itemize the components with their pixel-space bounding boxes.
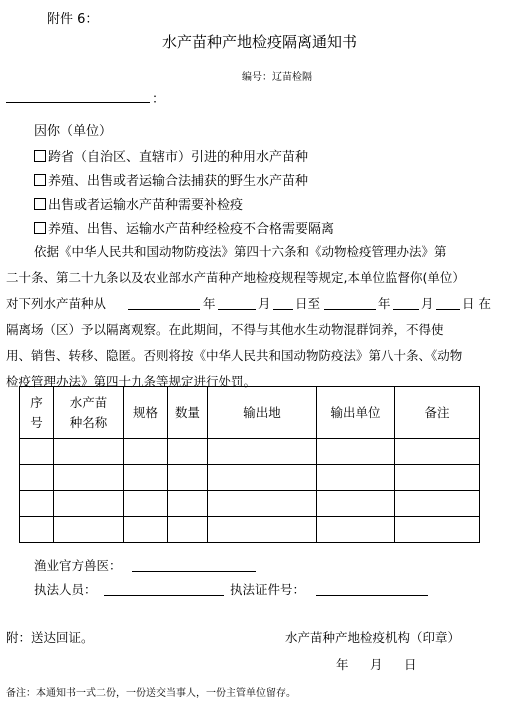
officer-label: 执法人员： [34,582,97,597]
body-line: 用、销售、转移、隐匿。否则将按《中华人民共和国动物防疫法》第八十条、《动物 [6,348,463,363]
number-label: 编号： [242,72,272,83]
column-header-origin-unit: 输出单位 [317,387,395,439]
date-month-label: 月 [370,657,383,672]
column-header-remarks: 备注 [395,387,480,439]
table-cell[interactable] [395,491,480,517]
checkbox-item[interactable]: 出售或者运输水产苗种需要补检疫 [34,194,243,213]
table-cell[interactable] [395,439,480,465]
column-header-species: 水产苗 种名称 [54,387,124,439]
table-cell[interactable] [208,517,317,543]
date-year-label: 年 [336,657,349,672]
addressee-field[interactable] [6,88,150,103]
table-row [20,439,480,465]
vet-signature-field[interactable] [132,557,256,572]
table-cell[interactable] [168,439,208,465]
quarantine-table [19,386,480,543]
table-row [20,517,480,543]
checkbox-icon[interactable] [34,198,46,210]
start-month-field[interactable] [218,295,256,310]
table-cell[interactable] [395,465,480,491]
month-label: 月 [421,296,434,311]
issuing-agency: 水产苗种产地检疫机构（印章） [285,630,461,645]
table-cell[interactable] [54,465,124,491]
attachment-label: 附件 6： [47,12,99,27]
checkbox-item[interactable]: 养殖、出售、运输水产苗种经检疫不合格需要隔离 [34,218,334,237]
body-line: 依据《中华人民共和国动物防疫法》第四十六条和《动物检疫管理办法》第 [34,244,447,259]
table-cell[interactable] [317,439,395,465]
page-title: 水产苗种产地检疫隔离通知书 [161,33,357,51]
table-cell[interactable] [124,517,168,543]
date-day-label: 日 [404,657,417,672]
table-cell[interactable] [124,465,168,491]
day-to-label: 日至 [295,296,321,311]
table-cell[interactable] [317,491,395,517]
cert-number-field[interactable] [316,581,428,596]
table-cell[interactable] [124,439,168,465]
table-cell[interactable] [168,465,208,491]
document-number [242,68,312,83]
table-cell[interactable] [168,517,208,543]
table-cell[interactable] [208,491,317,517]
table-cell[interactable] [395,517,480,543]
checkbox-item[interactable]: 跨省（自治区、直辖市）引进的种用水产苗种 [34,146,308,165]
number-value: 辽苗检隔 [272,72,312,83]
day-label: 日 在 [462,296,491,311]
column-header-origin: 输出地 [208,387,317,439]
remarks-note: 备注：本通知书一式二份，一份送交当事人，一份主管单位留存。 [6,688,296,699]
checkbox-icon[interactable] [34,150,46,162]
end-day-field[interactable] [436,295,460,310]
table-cell[interactable] [124,491,168,517]
table-row [20,491,480,517]
month-label: 月 [258,296,271,311]
table-cell[interactable] [317,465,395,491]
body-line: 对下列水产苗种从 [6,296,107,311]
column-header-spec: 规格 [124,387,168,439]
table-cell[interactable] [54,517,124,543]
table-cell[interactable] [20,491,54,517]
checkbox-icon[interactable] [34,222,46,234]
year-label: 年 [378,296,391,311]
body-line: 检疫管理办法》第四十九条等规定进行处罚。 [6,374,257,389]
table-cell[interactable] [20,517,54,543]
column-header-quantity: 数量 [168,387,208,439]
table-cell[interactable] [168,491,208,517]
table-cell[interactable] [54,439,124,465]
year-label: 年 [203,296,216,311]
attachment-note: 附：送达回证。 [6,630,94,645]
table-cell[interactable] [208,465,317,491]
end-month-field[interactable] [393,295,419,310]
table-cell[interactable] [20,465,54,491]
table-row [20,465,480,491]
table-cell[interactable] [208,439,317,465]
body-line: 二十条、第二十九条以及农业部水产苗种产地检疫规程等规定,本单位监督你(单位） [6,270,465,285]
table-cell[interactable] [20,439,54,465]
table-cell[interactable] [317,517,395,543]
table-cell[interactable] [54,491,124,517]
checkbox-item[interactable]: 养殖、出售或者运输合法捕获的野生水产苗种 [34,170,308,189]
start-year-field[interactable] [128,295,200,310]
intro-text: 因你（单位） [34,124,113,139]
column-header-index: 序 号 [20,387,54,439]
checkbox-icon[interactable] [34,174,46,186]
officer-signature-field[interactable] [104,581,224,596]
cert-number-label: 执法证件号： [230,582,306,597]
addressee-colon: ： [152,92,166,107]
vet-label: 渔业官方兽医： [34,558,122,573]
start-day-field[interactable] [273,295,293,310]
body-line: 隔离场（区）予以隔离观察。在此期间，不得与其他水生动物混群饲养，不得使 [6,322,444,337]
end-year-field[interactable] [324,295,376,310]
table-header-row [20,387,480,439]
